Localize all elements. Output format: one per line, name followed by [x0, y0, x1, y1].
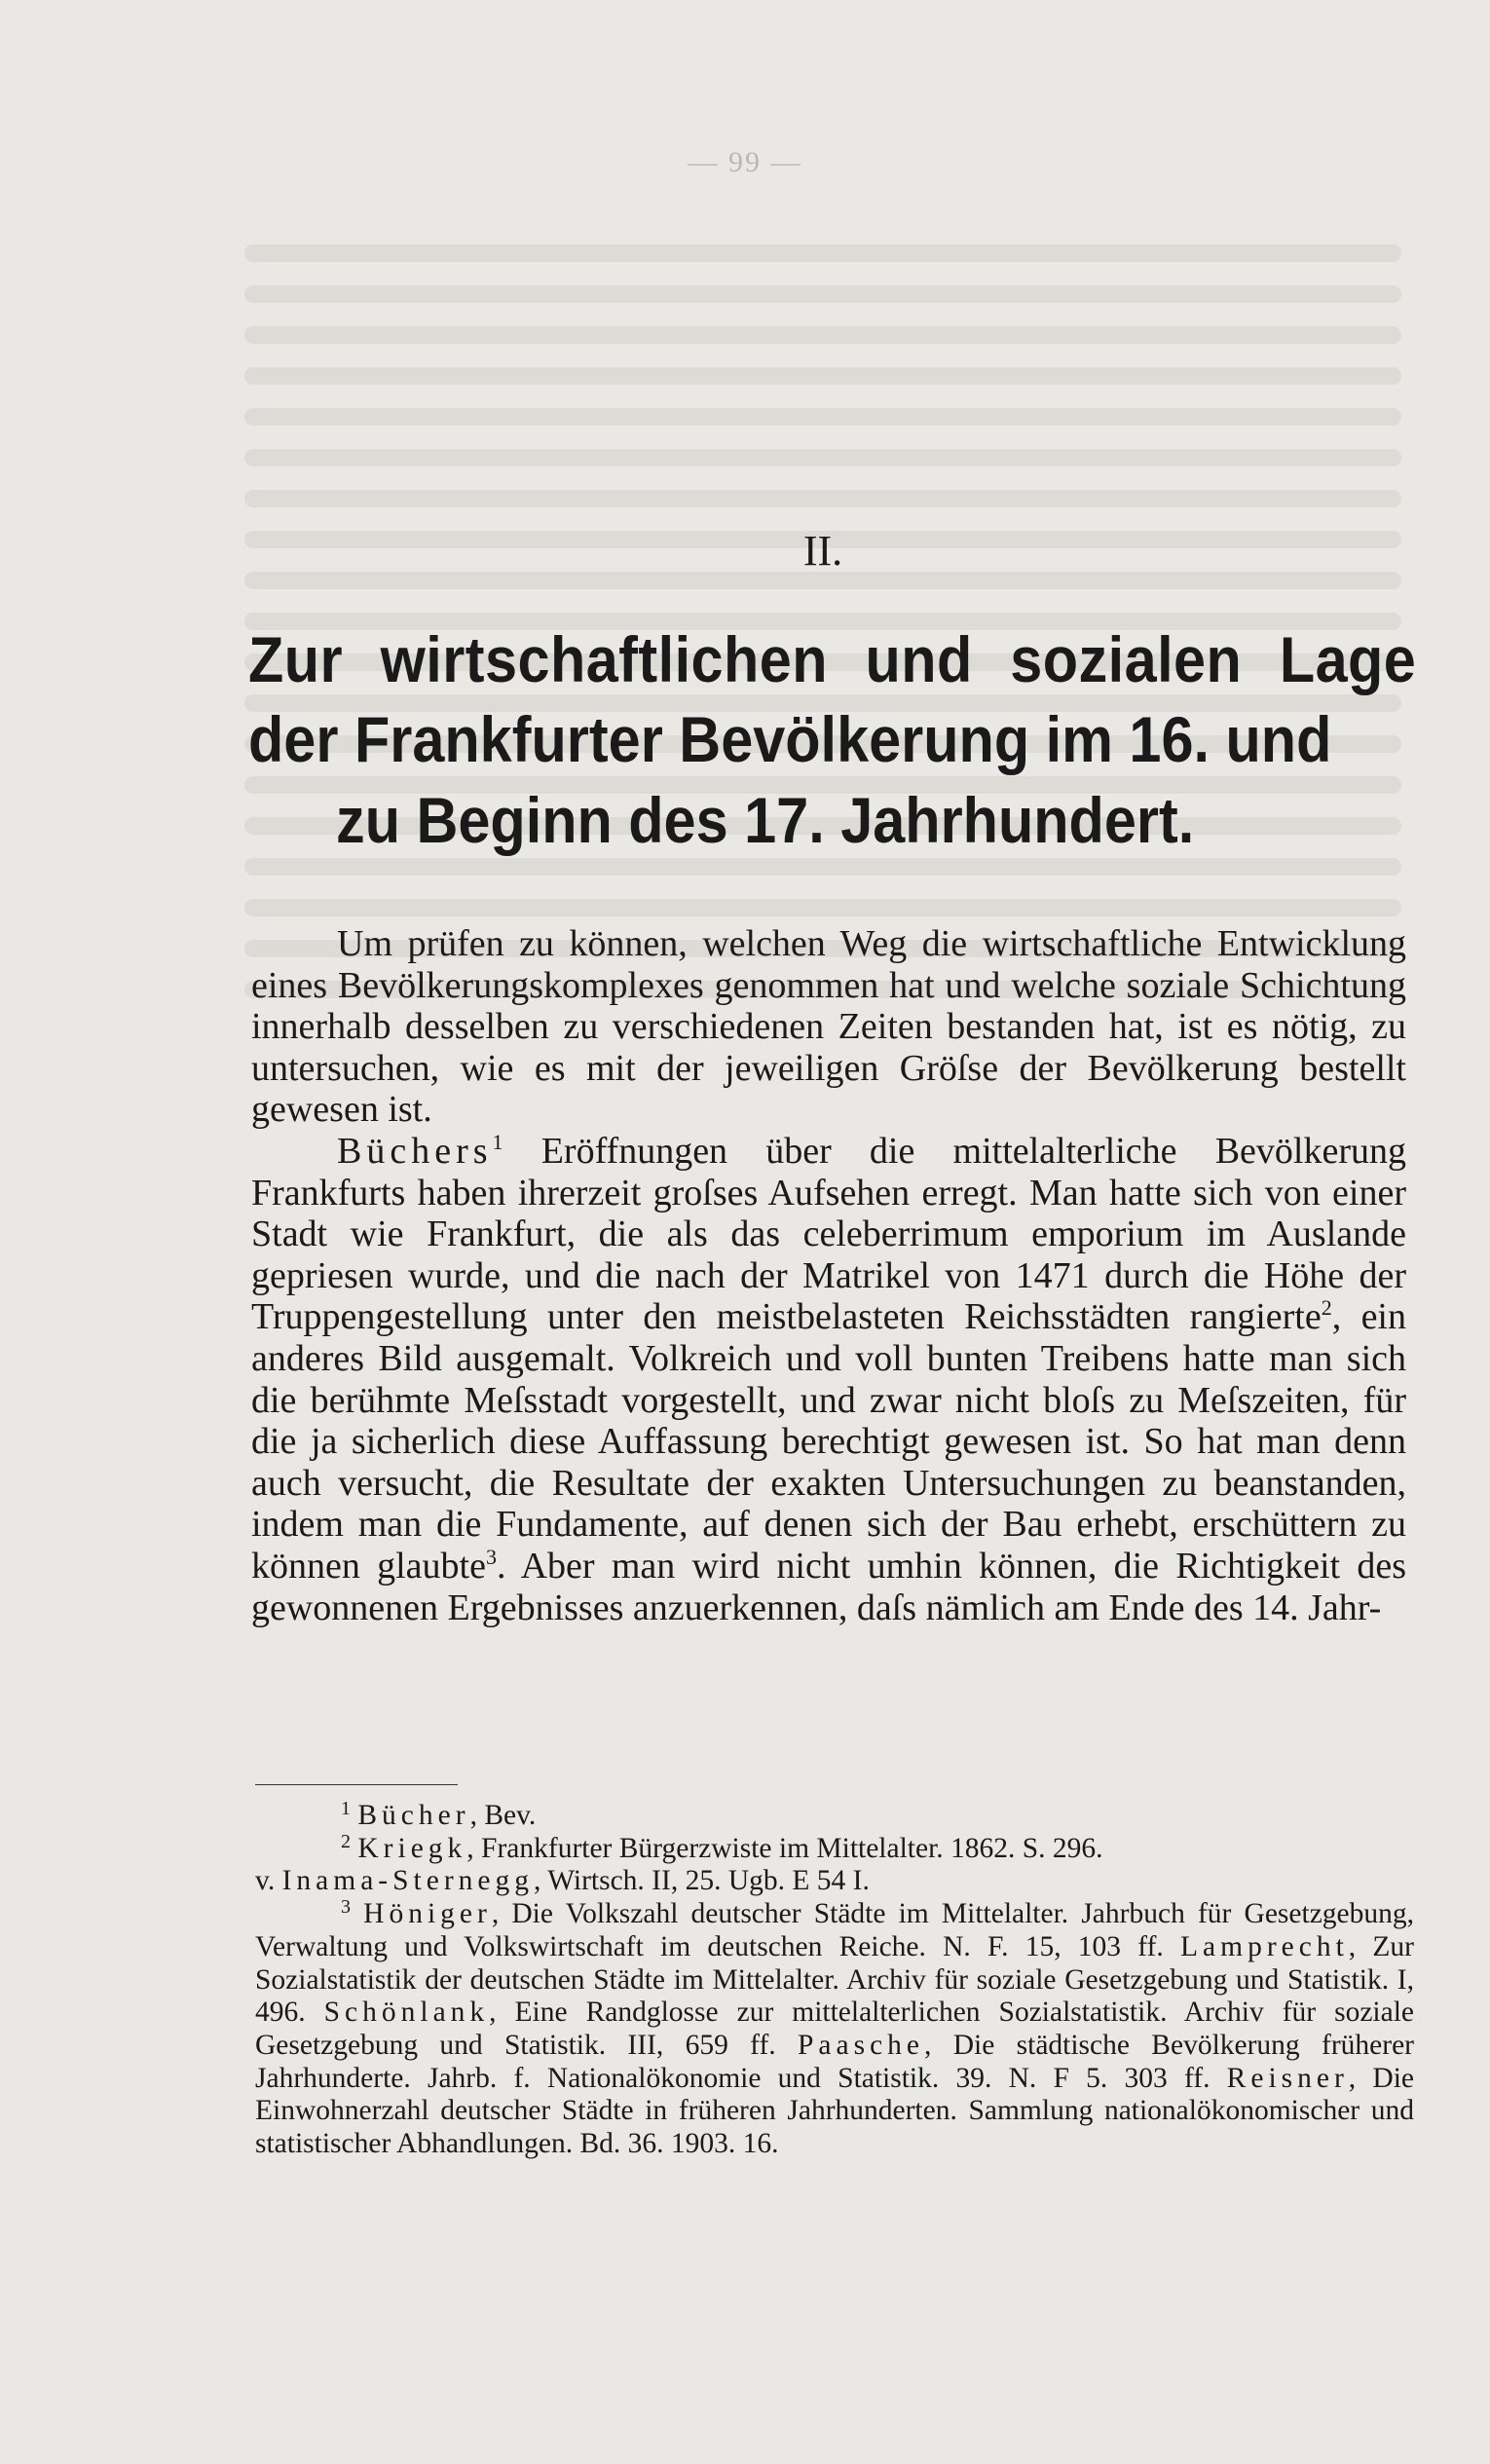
footnote-ref-3: 3 [485, 1544, 497, 1569]
footnote-2-continuation [255, 1865, 1414, 1898]
footnote-author: Kriegk [357, 1832, 467, 1864]
paragraph-2-text-a: Eröffnungen über die mittelalterliche Bevölkerung Frankfurts haben ihrerzeit groſses Aufsehen erregt. Man hatte sich von einer Stadt wie Frankfurt, die als das celeberrimum emporium im Auslande gepriesen wurde, und die nach der Matrikel von 1471 durch die Höhe der Truppengestellung unter den meistbelasteten Reichsstädten rangierte [251, 1130, 1406, 1338]
footnote-author: Lamprecht [1180, 1930, 1349, 1962]
author-name: Büchers [337, 1130, 493, 1172]
footnote-ref-2: 2 [1321, 1295, 1332, 1321]
footnote-text: , Die Volkszahl deutscher Städte im Mittelalter. Jahrbuch für Gesetzgebung, Verwaltung und Volkswirtschaft im deutschen Reiche. N. F. 15, 103 ff. [255, 1898, 1415, 1962]
footnote-author: Reisner [1226, 2062, 1349, 2094]
footnote-author: Inama-Sternegg [281, 1865, 534, 1897]
paragraph-1: Um prüfen zu können, welchen Weg die wirtschaftliche Entwicklung eines Bevölkerungskomplexes genommen hat und welche soziale Schichtung innerhalb desselben zu verschiedenen Zeiten bestanden hat, ist es nötig, zu untersuchen, wie es mit der jeweiligen Gröſse der Bevölkerung bestellt gewesen ist. [251, 923, 1406, 1131]
footnote-2 [255, 1830, 1414, 1866]
footnote-author: Paasche [798, 2029, 925, 2061]
page-number: — 99 — [688, 146, 802, 178]
footnote-mark: 1 [341, 1798, 351, 1819]
footnote-text: , Die Einwohnerzahl deutscher Städte in früheren Jahrhunderten. Sammlung nationalökonomischer und statistischer Abhandlungen. Bd. 36. 1903. 16. [255, 2062, 1414, 2160]
footnote-ref-1: 1 [492, 1129, 503, 1154]
footnote-mark: 3 [341, 1896, 351, 1919]
footnote-author: Höniger [363, 1898, 492, 1930]
paragraph-2-text-b: , ein anderes Bild ausgemalt. Volkreich und voll bunten Treibens hatte man sich die berühmte Meſsstadt vorgestellt, und zwar nicht bloſs zu Meſszeiten, für die ja sicherlich diese Auffassung berechtigt gewesen ist. So hat man denn auch versucht, die Resultate der exakten Untersuchungen zu beanstanden, indem man die Fundamente, auf denen sich der Bau erhebt, erschüttern zu können glaubte [251, 1296, 1406, 1587]
footnote-text: , Bev. [469, 1800, 537, 1831]
footnote-1 [255, 1800, 1414, 1833]
footnote-author: Schönlank [323, 1997, 490, 2029]
footnote-divider [255, 1784, 458, 1785]
body-text [251, 923, 1406, 1628]
chapter-title-line-3: zu Beginn des 17. Jahrhundert. [336, 784, 1195, 856]
footnote-prefix: v. [255, 1865, 282, 1897]
chapter-title-line-2: der Frankfurter Bevölkerung im 16. und [248, 703, 1332, 775]
paragraph-2 [251, 1131, 1406, 1628]
footnote-text: , Frankfurter Bürgerzwiste im Mittelalter. 1862. S. 296. [466, 1832, 1103, 1864]
section-numeral: II. [802, 527, 843, 575]
chapter-title-line-1: Zur wirtschaftlichen und sozialen Lage [248, 623, 1417, 695]
footnote-text: , Eine Randglosse zur mittelalterlichen Sozialstatistik. Archiv für soziale Gesetzgebung und Statistik. III, 659 ff. [255, 1997, 1415, 2061]
footnote-text: , Die städtische Bevölkerung früherer Jahrhunderte. Jahrb. f. Nationalökonomie und Statistik. 39. N. F 5. 303 ff. [255, 2029, 1414, 2094]
footnote-text: , Wirtsch. II, 25. Ugb. E 54 I. [534, 1865, 870, 1897]
footnote-text: , Zur Sozialstatistik der deutschen Städte im Mittelalter. Archiv für soziale Gesetzgebung und Statistik. I, 496. [255, 1930, 1414, 2029]
footnote-mark: 2 [341, 1830, 351, 1852]
footnote-author: Bücher [357, 1800, 470, 1831]
paragraph-2-text-c: . Aber man wird nicht umhin können, die Richtigkeit des gewonnenen Ergebnisses anzuerkennen, daſs nämlich am Ende des 14. Jahr- [251, 1545, 1406, 1628]
footnotes [255, 1800, 1414, 2161]
footnote-3 [255, 1898, 1414, 2161]
